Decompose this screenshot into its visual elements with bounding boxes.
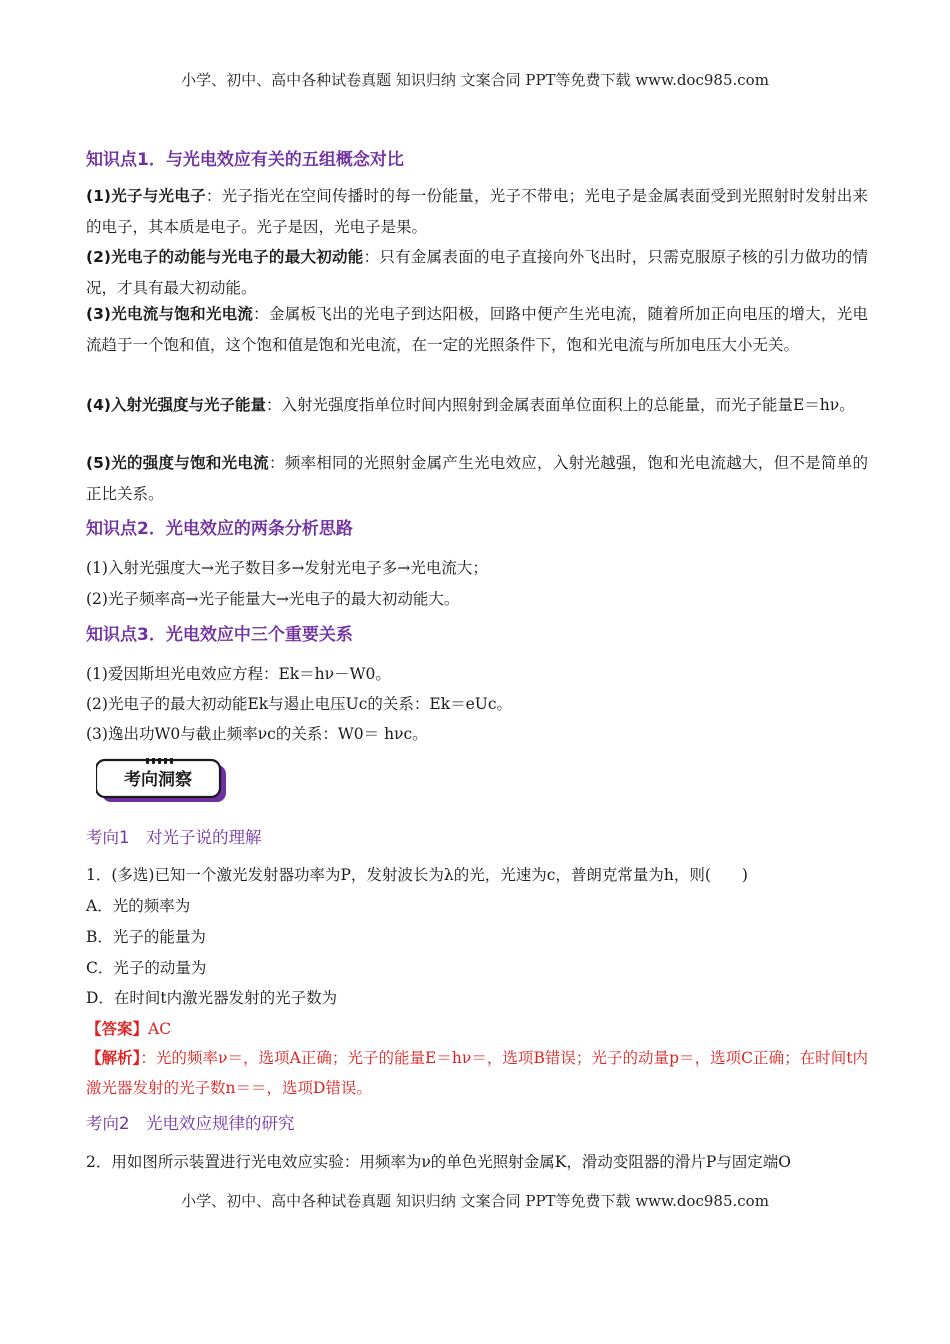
k1-paragraph-2 bbox=[86, 242, 868, 304]
k1-p5-text: ：频率相同的光照射金属产生光电效应，入射光越强，饱和光电流越大，但不是简单的正比关系。 bbox=[86, 454, 868, 503]
k1-p1-text: ：光子指光在空间传播时的每一份能量，光子不带电；光电子是金属表面受到光照射时发射出来的电子，其本质是电子。光子是因，光电子是果。 bbox=[86, 187, 868, 236]
page-footer: 小学、初中、高中各种试卷真题 知识归纳 文案合同 PPT等免费下载 www.doc985.com bbox=[181, 1192, 769, 1210]
analysis-label: 【解析】 bbox=[86, 1049, 141, 1067]
k1-p5-term: (5)光的强度与饱和光电流 bbox=[86, 454, 269, 472]
analysis-text: ：光的频率ν＝，选项A正确；光子的能量E＝hν＝，选项B错误；光子的动量p＝，选项C正确；在时间t内激光器发射的光子数n＝＝，选项D错误。 bbox=[86, 1049, 868, 1097]
badge-shape bbox=[96, 758, 228, 804]
knowledge-point-2-title: 知识点2．光电效应的两条分析思路 bbox=[86, 519, 353, 539]
k2-line-1: (1)入射光强度大→光子数目多→发射光电子多→光电流大； bbox=[86, 559, 488, 577]
k3-line-1: (1)爱因斯坦光电效应方程：Ek＝hν－W0。 bbox=[86, 665, 391, 683]
question-2: 2．用如图所示装置进行光电效应实验：用频率为ν的单色光照射金属K，滑动变阻器的滑片P与固定端O bbox=[86, 1153, 792, 1171]
kaoxiang-1-title: 考向1 对光子说的理解 bbox=[86, 828, 262, 847]
question-1: 1．(多选)已知一个激光发射器功率为P，发射波长为λ的光，光速为c，普朗克常量为h，则( ) bbox=[86, 866, 748, 884]
k1-paragraph-4 bbox=[86, 390, 868, 421]
answer-line bbox=[86, 1017, 171, 1039]
k1-p1-term: (1)光子与光电子 bbox=[86, 187, 206, 205]
option-c: C．光子的动量为 bbox=[86, 959, 207, 977]
k1-p3-text: ：金属板飞出的光电子到达阳极，回路中便产生光电流，随着所加正向电压的增大，光电流趋于一个饱和值，这个饱和值是饱和光电流，在一定的光照条件下，饱和光电流与所加电压大小无关。 bbox=[86, 305, 868, 354]
option-a: A．光的频率为 bbox=[86, 897, 191, 915]
kaoxiang-2-title: 考向2 光电效应规律的研究 bbox=[86, 1114, 295, 1133]
k1-p2-text: ：只有金属表面的电子直接向外飞出时，只需克服原子核的引力做功的情况，才具有最大初动能。 bbox=[86, 248, 868, 297]
badge-label: 考向洞察 bbox=[124, 770, 192, 790]
answer-label: 【答案】 bbox=[86, 1020, 149, 1038]
kaoxiang-dongcha-badge bbox=[96, 758, 228, 804]
option-d: D．在时间t内激光器发射的光子数为 bbox=[86, 989, 338, 1007]
k1-p4-text: ：入射光强度指单位时间内照射到金属表面单位面积上的总能量，而光子能量E＝hν。 bbox=[265, 396, 855, 414]
page-header: 小学、初中、高中各种试卷真题 知识归纳 文案合同 PPT等免费下载 www.doc985.com bbox=[181, 71, 769, 89]
k3-line-2: (2)光电子的最大初动能Ek与遏止电压Uc的关系：Ek＝eUc。 bbox=[86, 695, 513, 713]
k1-paragraph-3 bbox=[86, 299, 868, 361]
answer-value: AC bbox=[148, 1020, 172, 1038]
k1-paragraph-5 bbox=[86, 448, 868, 510]
knowledge-point-1-title: 知识点1．与光电效应有关的五组概念对比 bbox=[86, 150, 404, 170]
knowledge-point-3-title: 知识点3．光电效应中三个重要关系 bbox=[86, 625, 353, 645]
k2-line-2: (2)光子频率高→光子能量大→光电子的最大初动能大。 bbox=[86, 590, 460, 608]
k3-line-3: (3)逸出功W0与截止频率νc的关系：W0＝ hνc。 bbox=[86, 725, 428, 743]
option-b: B．光子的能量为 bbox=[86, 928, 206, 946]
k1-paragraph-1 bbox=[86, 181, 868, 243]
k1-p2-term: (2)光电子的动能与光电子的最大初动能 bbox=[86, 248, 364, 266]
analysis-paragraph bbox=[86, 1043, 868, 1103]
k1-p4-term: (4)入射光强度与光子能量 bbox=[86, 396, 266, 414]
k1-p3-term: (3)光电流与饱和光电流 bbox=[86, 305, 254, 323]
